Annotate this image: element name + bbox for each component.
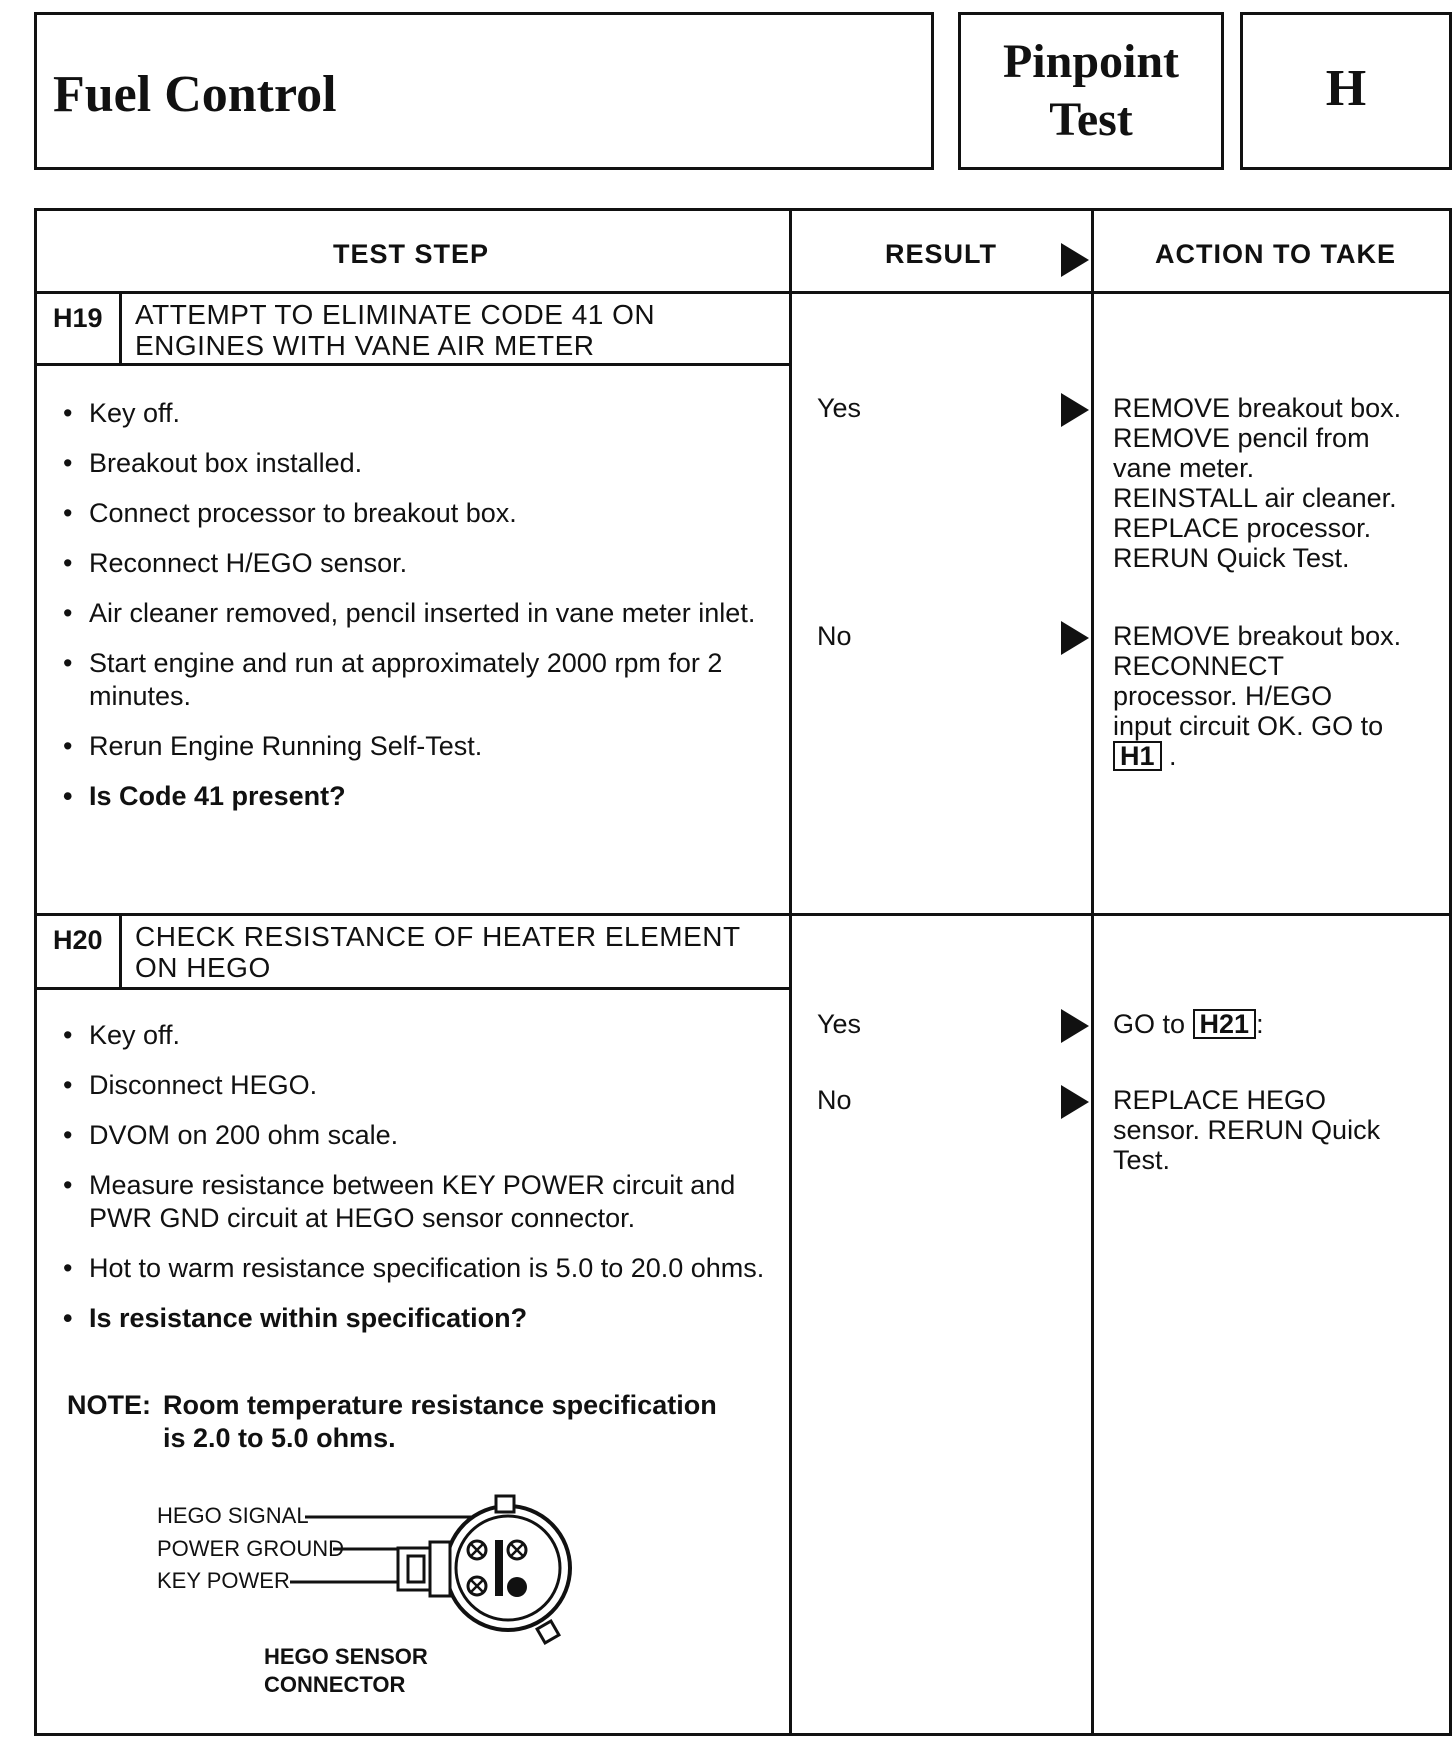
result-yes-h19: Yes xyxy=(817,393,862,423)
action-prefix: GO to xyxy=(1113,1009,1186,1039)
test-type-line2: Test xyxy=(1049,93,1133,146)
note-h20 xyxy=(67,1389,807,1455)
action-line: REPLACE processor. xyxy=(1113,513,1372,543)
hego-connector-diagram xyxy=(140,1490,640,1720)
bullet-item: • Reconnect H/EGO sensor. xyxy=(59,547,795,580)
step-title-underline xyxy=(37,987,789,990)
step-divider xyxy=(37,913,1449,916)
result-yes-h20: Yes xyxy=(817,1009,862,1039)
note-label: NOTE: xyxy=(67,1390,151,1420)
action-ref-line xyxy=(1113,741,1443,771)
note-line: is 2.0 to 5.0 ohms. xyxy=(163,1423,396,1453)
action-line: REMOVE breakout box. xyxy=(1113,393,1402,423)
test-type-line1: Pinpoint xyxy=(1002,35,1180,88)
column-header-result: RESULT xyxy=(885,239,997,269)
note-line xyxy=(67,1389,807,1422)
header-arrow-icon xyxy=(1061,243,1089,277)
step-title-line: CHECK RESISTANCE OF HEATER ELEMENT xyxy=(135,921,741,952)
pin-hego-signal-icon xyxy=(508,1541,526,1559)
step-id-divider xyxy=(119,291,122,365)
step-id-h20: H20 xyxy=(53,925,103,955)
section-title-box xyxy=(34,12,934,170)
step-title-line: ATTEMPT TO ELIMINATE CODE 41 ON xyxy=(135,299,656,330)
bullet-item: • Hot to warm resistance specification is 5.0 to 20.0 ohms. xyxy=(59,1252,795,1285)
step-id-h19: H19 xyxy=(53,303,103,333)
bullet-item: • Start engine and run at approximately 2000 rpm for 2 minutes. xyxy=(59,647,795,713)
bullet-question: • Is Code 41 present? xyxy=(59,780,795,813)
pin-key-power-icon xyxy=(468,1577,486,1595)
label-key-power: KEY POWER xyxy=(157,1568,290,1593)
test-letter-box xyxy=(1240,12,1452,170)
label-power-ground: POWER GROUND xyxy=(157,1536,344,1561)
action-line: REPLACE HEGO xyxy=(1113,1085,1327,1115)
step-bullets-h19 xyxy=(59,397,795,830)
bullet-item: • Connect processor to breakout box. xyxy=(59,497,795,530)
action-line: processor. H/EGO xyxy=(1113,681,1333,711)
pin-filled-icon xyxy=(507,1577,527,1597)
action-line: Test. xyxy=(1113,1145,1171,1175)
result-arrow-icon xyxy=(1061,1085,1089,1119)
step-title-underline xyxy=(37,363,789,366)
step-title-line: ENGINES WITH VANE AIR METER xyxy=(135,330,595,361)
note-text: Room temperature resistance specification xyxy=(163,1390,717,1420)
action-suffix: . xyxy=(1169,741,1177,771)
action-yes-h19 xyxy=(1113,393,1443,573)
step-reference-h21[interactable]: H21 xyxy=(1193,1009,1257,1039)
result-arrow-icon xyxy=(1061,393,1089,427)
result-no-h19: No xyxy=(817,621,852,651)
result-no-h20: No xyxy=(817,1085,852,1115)
result-arrow-icon xyxy=(1061,1009,1089,1043)
bullet-item: • Key off. xyxy=(59,397,795,430)
column-header-test-step: TEST STEP xyxy=(333,239,490,269)
action-line: RECONNECT xyxy=(1113,651,1285,681)
step-title-h19 xyxy=(135,299,655,361)
action-line: input circuit OK. GO to xyxy=(1113,711,1384,741)
action-line: REMOVE pencil from xyxy=(1113,423,1370,453)
column-divider xyxy=(1091,211,1094,1733)
action-yes-h20 xyxy=(1113,1009,1443,1039)
result-arrow-icon xyxy=(1061,621,1089,655)
action-no-h20 xyxy=(1113,1085,1443,1175)
step-id-divider xyxy=(119,913,122,989)
bullet-item: • Rerun Engine Running Self-Test. xyxy=(59,730,795,763)
step-bullets-h20 xyxy=(59,1019,795,1352)
bullet-item: • Key off. xyxy=(59,1019,795,1052)
section-title: Fuel Control xyxy=(53,66,337,123)
bullet-item: • Disconnect HEGO. xyxy=(59,1069,795,1102)
step-title-line: ON HEGO xyxy=(135,952,271,983)
header-divider xyxy=(37,291,1449,294)
step-title-h20 xyxy=(135,921,741,983)
bullet-item: • Breakout box installed. xyxy=(59,447,795,480)
bullet-item: • DVOM on 200 ohm scale. xyxy=(59,1119,795,1152)
action-line: RERUN Quick Test. xyxy=(1113,543,1350,573)
action-suffix: : xyxy=(1256,1009,1264,1039)
action-line: REINSTALL air cleaner. xyxy=(1113,483,1397,513)
action-line: REMOVE breakout box. xyxy=(1113,621,1402,651)
action-line: sensor. RERUN Quick xyxy=(1113,1115,1381,1145)
bullet-question: • Is resistance within specification? xyxy=(59,1302,795,1335)
action-no-h19 xyxy=(1113,621,1443,771)
column-header-action: ACTION TO TAKE xyxy=(1155,239,1396,269)
bullet-item: • Air cleaner removed, pencil inserted in vane meter inlet. xyxy=(59,597,795,630)
test-type-label xyxy=(961,33,1221,149)
diagram-caption-line1: HEGO SENSOR xyxy=(264,1644,428,1669)
label-hego-signal: HEGO SIGNAL xyxy=(157,1503,309,1528)
bullet-item: • Measure resistance between KEY POWER circuit and PWR GND circuit at HEGO sensor connector. xyxy=(59,1169,795,1235)
diagram-caption-line2: CONNECTOR xyxy=(264,1672,406,1697)
action-line: vane meter. xyxy=(1113,453,1255,483)
test-type-box xyxy=(958,12,1224,170)
pin-power-ground-icon xyxy=(468,1541,486,1559)
test-letter: H xyxy=(1325,60,1367,117)
step-reference-h1[interactable]: H1 xyxy=(1113,741,1162,771)
